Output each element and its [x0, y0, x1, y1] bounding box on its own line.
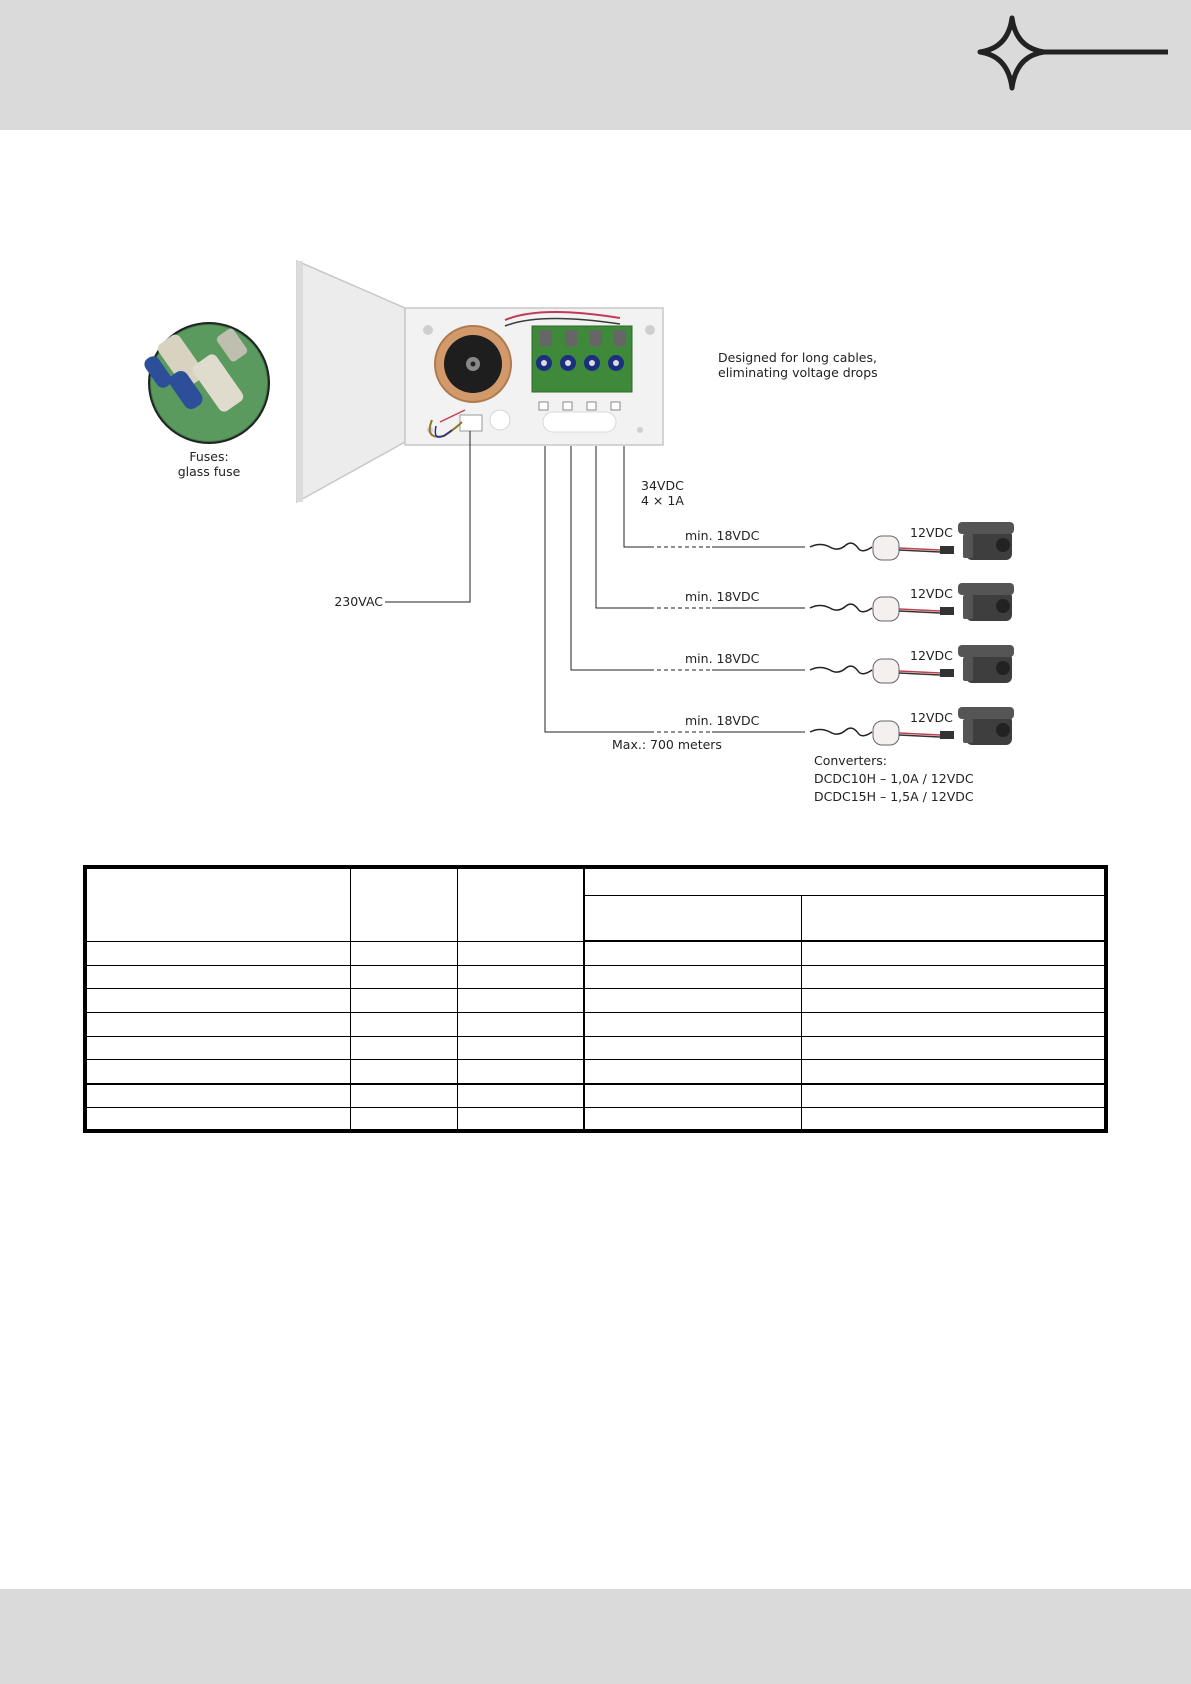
camera-label-4: 12VDC: [910, 710, 953, 725]
design-note-2: eliminating voltage drops: [718, 365, 878, 380]
camera-icon: [958, 522, 1014, 560]
spec-table: [83, 865, 1108, 1133]
table-row: [85, 1036, 1106, 1060]
table-row: [85, 1060, 1106, 1084]
table-header-cell: [801, 895, 1106, 941]
camera-icon: [958, 583, 1014, 621]
camera-label-1: 12VDC: [910, 525, 953, 540]
camera-icon: [958, 707, 1014, 745]
table-row: [85, 1084, 1106, 1108]
fuse-caption-2: glass fuse: [177, 464, 241, 479]
table-header-cell: [350, 867, 457, 941]
converter-icon: [873, 597, 899, 621]
table-row: [85, 989, 1106, 1013]
fuse-closeup-icon: [142, 323, 269, 443]
psu-output-2: 4 × 1A: [641, 493, 684, 508]
table-header-cell: [457, 867, 584, 941]
fuse-caption-1: Fuses:: [189, 449, 229, 464]
wiring-diagram: [0, 130, 1191, 850]
table-row: [85, 1012, 1106, 1036]
camera-icon: [958, 645, 1014, 683]
cable-label-1: min. 18VDC: [685, 528, 760, 543]
table-header-cell: [85, 867, 350, 941]
psu-output-1: 34VDC: [641, 478, 684, 493]
design-note-1: Designed for long cables,: [718, 350, 877, 365]
camera-label-2: 12VDC: [910, 586, 953, 601]
converter-icon: [873, 659, 899, 683]
converter-model-2: DCDC15H – 1,5A / 12VDC: [814, 789, 974, 804]
table-row: [85, 941, 1106, 965]
star-line-logo: [972, 14, 1170, 92]
converters-title: Converters:: [814, 753, 887, 768]
footer-band: [0, 1589, 1191, 1684]
cable-label-3: min. 18VDC: [685, 651, 760, 666]
mains-input-label: 230VAC: [334, 594, 383, 609]
camera-label-3: 12VDC: [910, 648, 953, 663]
table-header-cell: [584, 867, 1106, 895]
max-distance-label: Max.: 700 meters: [612, 737, 722, 752]
table-row: [85, 965, 1106, 989]
cable-label-4: min. 18VDC: [685, 713, 760, 728]
transformer-icon: [435, 326, 511, 402]
converter-icon: [873, 536, 899, 560]
table-header-cell: [584, 895, 801, 941]
table-row: [85, 1107, 1106, 1131]
converter-model-1: DCDC10H – 1,0A / 12VDC: [814, 771, 974, 786]
cable-label-2: min. 18VDC: [685, 589, 760, 604]
converter-icon: [873, 721, 899, 745]
